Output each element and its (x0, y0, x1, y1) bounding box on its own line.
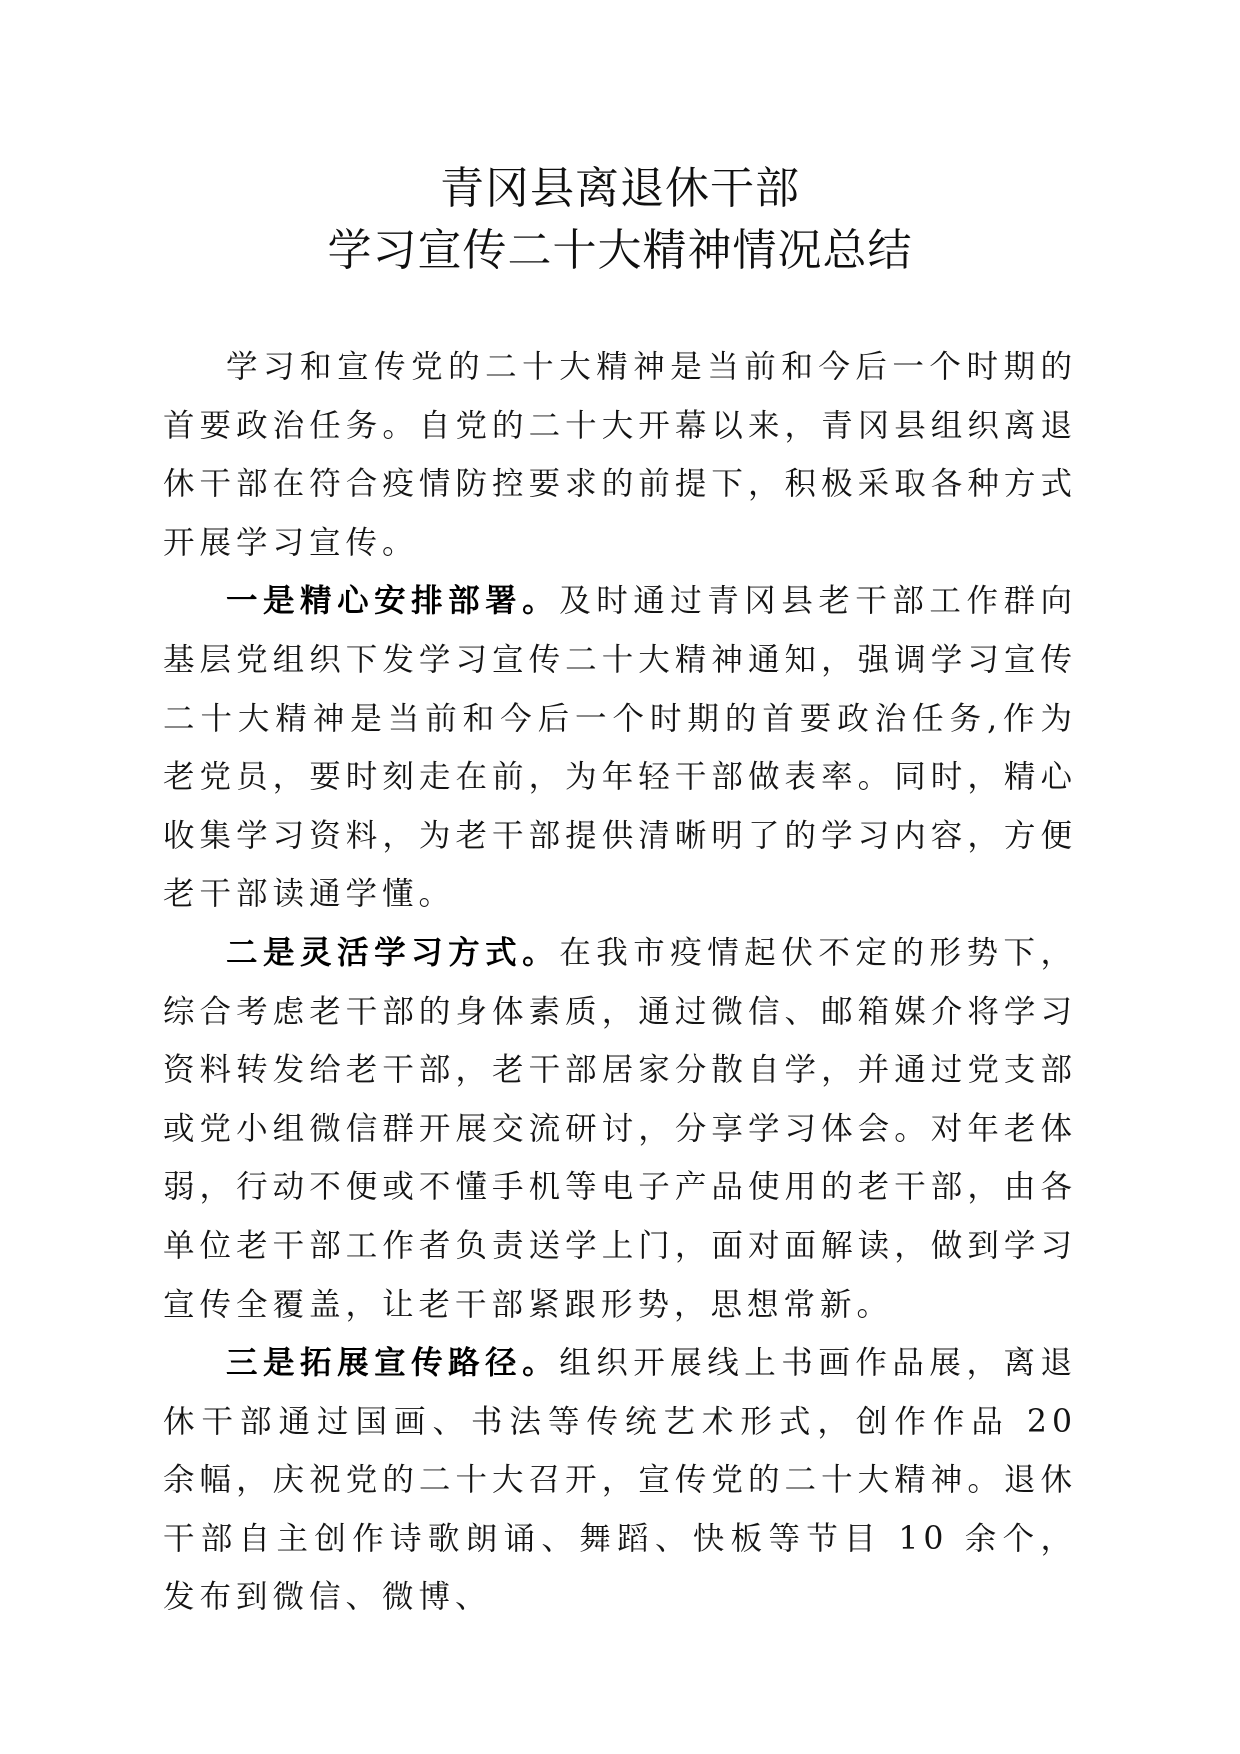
intro-paragraph: 学习和宣传党的二十大精神是当前和今后一个时期的首要政治任务。自党的二十大开幕以来，青冈县组织离退休干部在符合疫情防控要求的前提下，积极采取各种方式开展学习宣传。 (163, 349, 1077, 561)
section-heading-3: 三是拓展宣传路径。 (226, 1344, 560, 1382)
section-paragraph-1 (163, 572, 1077, 924)
title-line-2: 学习宣传二十大精神情况总结 (327, 225, 913, 276)
section-heading-1: 一是精心安排部署。 (226, 582, 560, 620)
section-paragraph-2 (163, 924, 1077, 1334)
section-text-1: 及时通过青冈县老干部工作群向基层党组织下发学习宣传二十大精神通知，强调学习宣传二十大精神是当前和今后一个时期的首要政治任务,作为老党员，要时刻走在前，为年轻干部做表率。同时，精心收集学习资料，为老干部提供清晰明了的学习内容，方便老干部读通学懂。 (163, 583, 1077, 913)
section-text-3: 组织开展线上书画作品展，离退休干部通过国画、书法等传统艺术形式，创作作品 20 余幅，庆祝党的二十大召开，宣传党的二十大精神。退休干部自主创作诗歌朗诵、舞蹈、快板等节目 10 余个，发布到微信、微博、 (163, 1345, 1077, 1616)
document-body (163, 338, 1077, 1627)
section-text-2: 在我市疫情起伏不定的形势下，综合考虑老干部的身体素质，通过微信、邮箱媒介将学习资料转发给老干部，老干部居家分散自学，并通过党支部或党小组微信群开展交流研讨，分享学习体会。对年老体弱，行动不便或不懂手机等电子产品使用的老干部，由各单位老干部工作者负责送学上门，面对面解读，做到学习宣传全覆盖，让老干部紧跟形势，思想常新。 (163, 934, 1077, 1323)
section-paragraph-3 (163, 1334, 1077, 1627)
document-title (0, 158, 1240, 282)
section-heading-2: 二是灵活学习方式。 (226, 933, 560, 971)
title-line-1: 青冈县离退休干部 (440, 163, 800, 214)
